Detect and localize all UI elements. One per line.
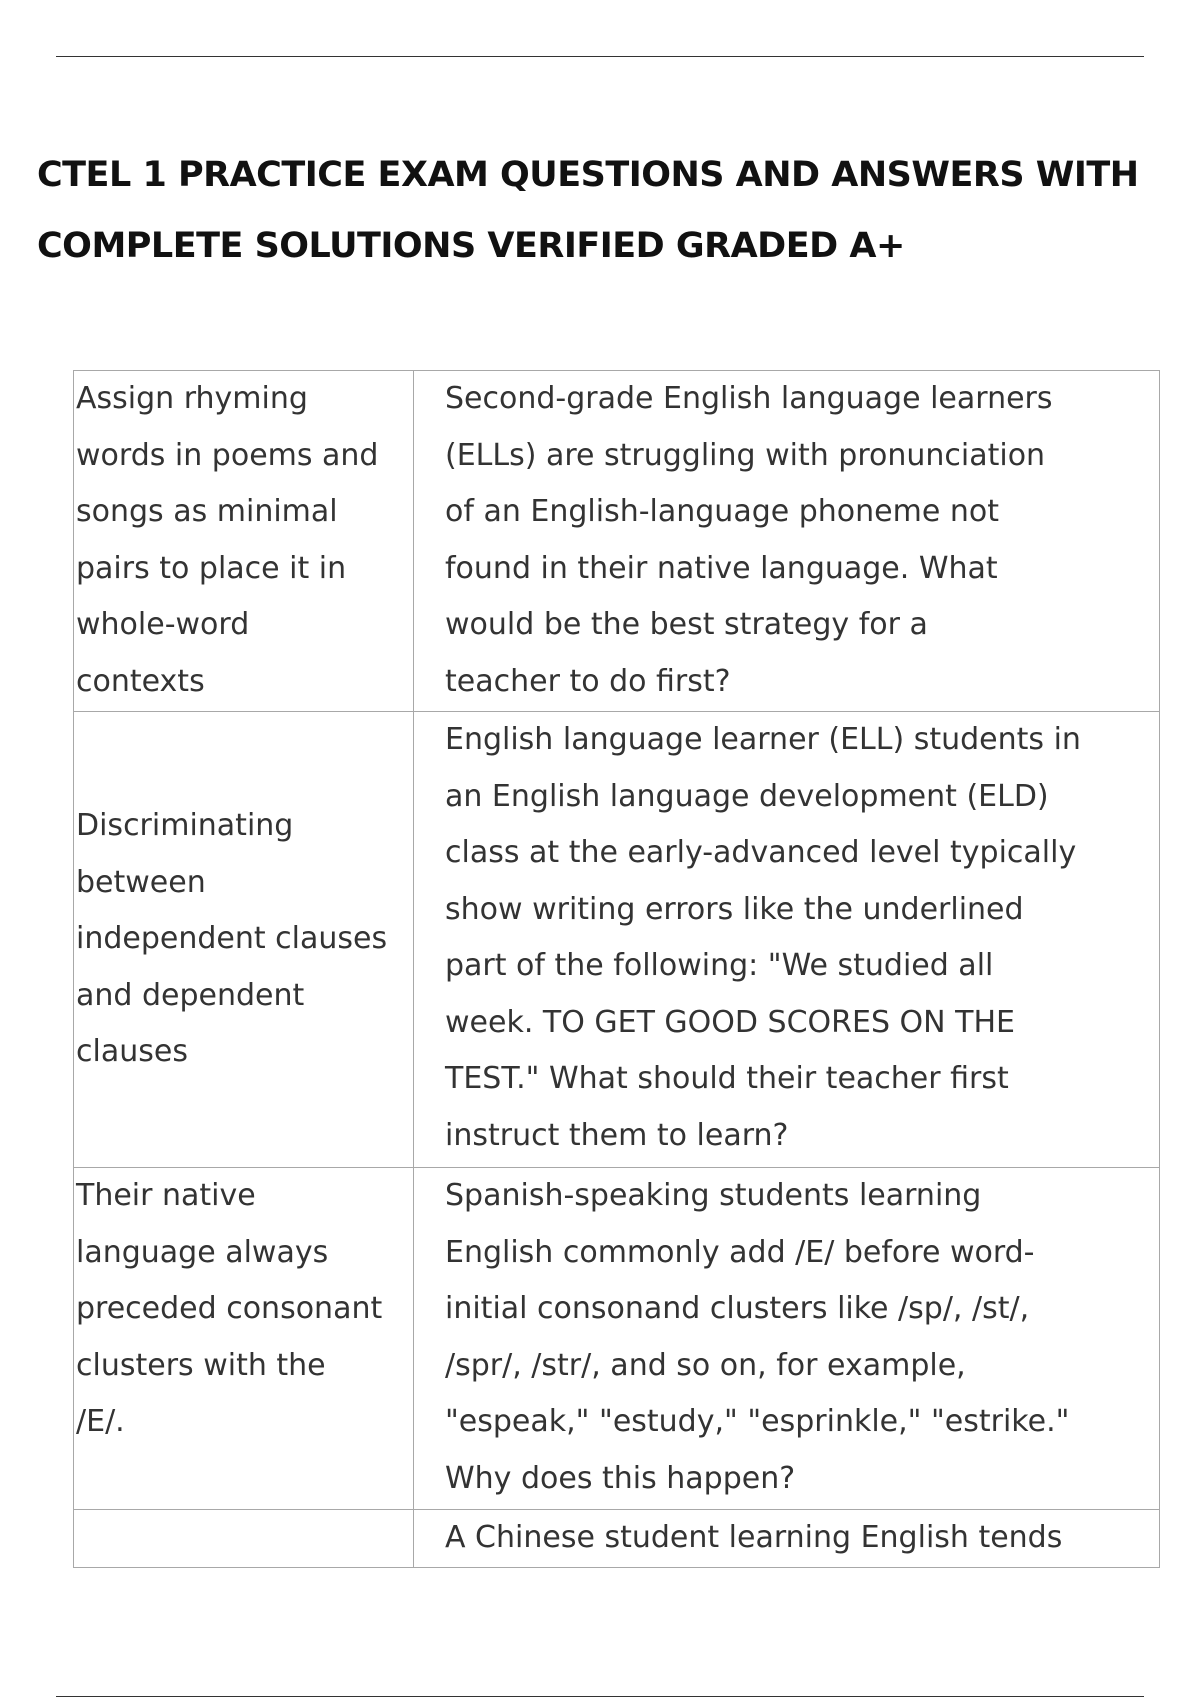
question-cell — [414, 712, 1160, 1168]
question-line: Why does this happen? — [445, 1460, 796, 1496]
document-title — [37, 140, 1157, 282]
question-line: Second-grade English language learners — [445, 381, 1053, 416]
question-line: class at the early-advanced level typically — [445, 835, 1077, 870]
question-line: of an English-language phoneme not — [445, 494, 999, 529]
title-line-1: CTEL 1 PRACTICE EXAM QUESTIONS AND ANSWERS WITH — [37, 155, 1139, 195]
question-line: show writing errors like the underlined — [445, 891, 1024, 927]
answer-line: Discriminating — [76, 808, 294, 844]
answer-line: independent clauses — [76, 921, 388, 957]
question-line: (ELLs) are struggling with pronunciation — [445, 437, 1046, 473]
question-line: part of the following: "We studied all — [445, 948, 994, 983]
answer-line: songs as minimal — [76, 494, 338, 529]
answer-line: Their native — [76, 1178, 256, 1213]
answer-cell — [74, 712, 414, 1168]
answer-cell — [74, 1168, 414, 1510]
answer-line: Assign rhyming — [76, 381, 308, 416]
answer-line: words in poems and — [76, 437, 379, 473]
table-row — [74, 371, 1160, 712]
question-line: A Chinese student learning English tends — [445, 1520, 1063, 1555]
answer-line: between — [76, 864, 206, 900]
table-row — [74, 1510, 1160, 1568]
question-line: English commonly add /E/ before word- — [445, 1234, 1035, 1270]
page-top-rule — [56, 56, 1144, 57]
question-line: initial consonand clusters like /sp/, /st/, — [445, 1291, 1030, 1326]
answer-cell — [74, 371, 414, 712]
page-bottom-rule — [56, 1696, 1144, 1697]
question-line: would be the best strategy for a — [445, 607, 928, 642]
answer-line: contexts — [76, 663, 205, 699]
question-cell — [414, 371, 1160, 712]
question-line: week. TO GET GOOD SCORES ON THE — [445, 1004, 1015, 1040]
answer-line: clusters with the — [76, 1347, 326, 1383]
question-line: English language learner (ELL) students in — [445, 722, 1081, 757]
title-line-2: COMPLETE SOLUTIONS VERIFIED GRADED A+ — [37, 226, 905, 266]
qa-table — [73, 370, 1160, 1568]
table-row — [74, 1168, 1160, 1510]
answer-line: clauses — [76, 1034, 188, 1070]
answer-cell-empty — [74, 1510, 414, 1568]
question-line: instruct them to learn? — [445, 1117, 789, 1153]
question-line: an English language development (ELD) — [445, 778, 1049, 814]
answer-line: pairs to place it in — [76, 550, 347, 586]
question-line: teacher to do first? — [445, 663, 731, 699]
answer-line: and dependent — [76, 977, 305, 1013]
answer-line: whole-word — [76, 607, 250, 642]
question-cell — [414, 1168, 1160, 1510]
answer-line: language always — [76, 1234, 329, 1270]
question-cell — [414, 1510, 1160, 1568]
table-row — [74, 712, 1160, 1168]
answer-line: /E/. — [76, 1404, 125, 1439]
question-line: /spr/, /str/, and so on, for example, — [445, 1347, 966, 1383]
question-line: TEST." What should their teacher first — [445, 1061, 1009, 1096]
answer-line: preceded consonant — [76, 1291, 383, 1326]
question-line: found in their native language. What — [445, 550, 998, 586]
question-line: Spanish-speaking students learning — [445, 1178, 982, 1213]
question-line: "espeak," "estudy," "esprinkle," "estrike." — [445, 1404, 1070, 1439]
